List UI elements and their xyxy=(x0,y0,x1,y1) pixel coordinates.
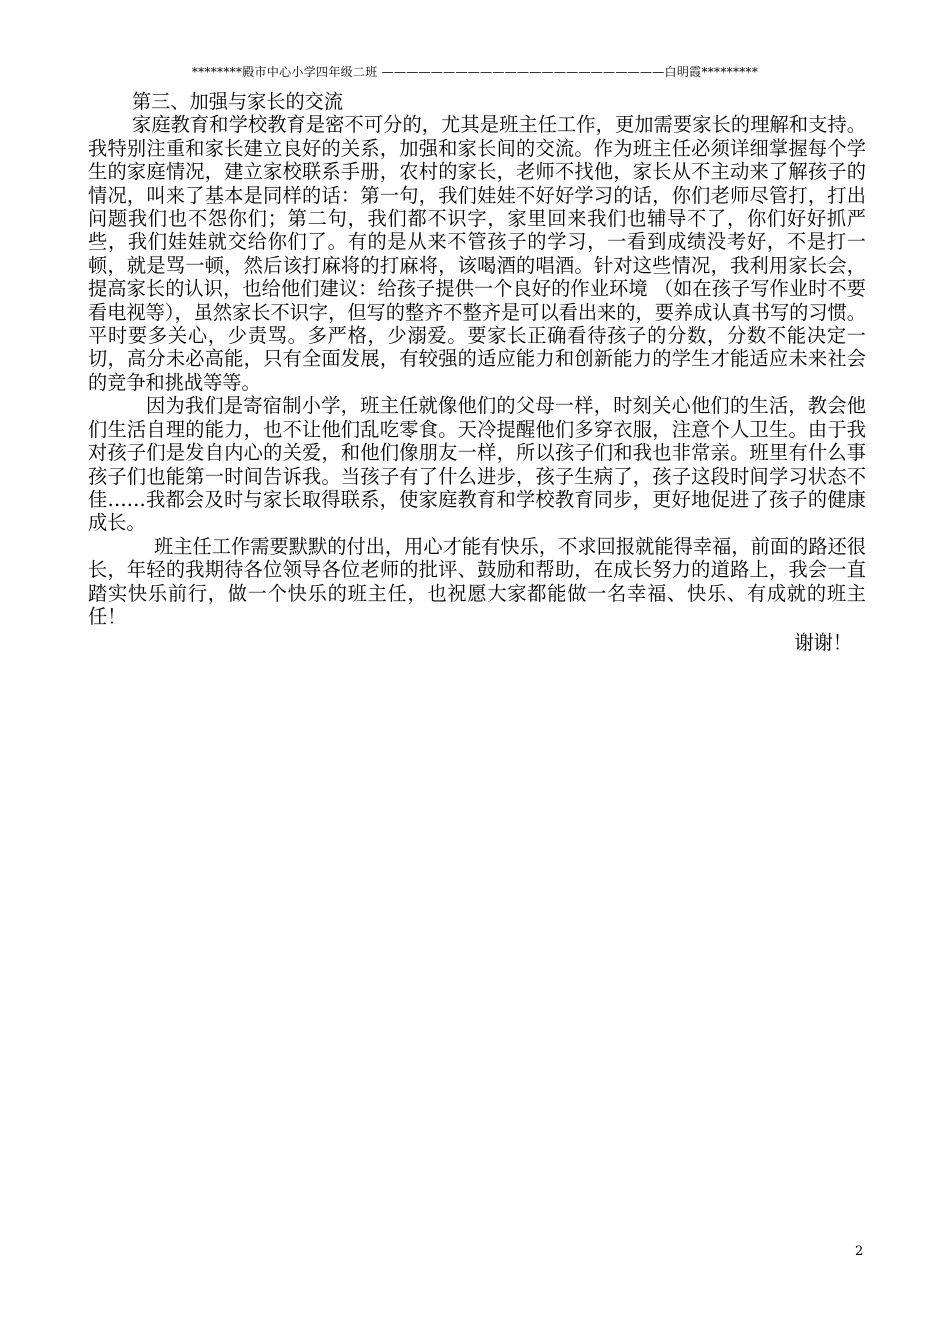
closing-thanks: 谢谢！ xyxy=(794,631,852,655)
body-paragraph: 班主任工作需要默默的付出，用心才能有快乐，不求回报就能得幸福，前面的路还很长，年轻的我期待各位领导各位老师的批评、鼓励和帮助，在成长努力的道路上，我会一直踏实快乐前行，做一个快乐的班主任，也祝愿大家都能做一名幸福、快乐、有成就的班主任！ xyxy=(88,534,866,628)
body-paragraph: 家庭教育和学校教育是密不可分的，尤其是班主任工作，更加需要家长的理解和支持。我特别注重和家长建立良好的关系，加强和家长间的交流。作为班主任必须详细掌握每个学生的家庭情况，建立家校联系手册，农村的家长，老师不找他，家长从不主动来了解孩子的情况，叫来了基本是同样的话：第一句，我们娃娃不好好学习的话，你们老师尽管打，打出问题我们也不怨你们；第二句，我们都不识字，家里回来我们也辅导不了，你们好好抓严些，我们娃娃就交给你们了。有的是从来不管孩子的学习，一看到成绩没考好，不是打一顿，就是骂一顿，然后该打麻将的打麻将，该喝酒的唱酒。针对这些情况，我利用家长会，提高家长的认识，也给他们建议：给孩子提供一个良好的作业环境 （如在孩子写作业时不要看电视等），虽然家长不识字，但写的整齐不整齐是可以看出来的，要养成认真书写的习惯。 平时要多关心，少责骂。多严格，少溺爱。要家长正确看待孩子的分数，分数不能决定一切，高分未必高能，只有全面发展，有较强的适应能力和创新能力的学生才能适应未来社会的竞争和挑战等等。 xyxy=(88,113,866,394)
page-number: 2 xyxy=(855,1244,864,1259)
document-body xyxy=(88,90,866,655)
body-paragraph: 因为我们是寄宿制小学，班主任就像他们的父母一样，时刻关心他们的生活，教会他们生活自理的能力，也不让他们乱吃零食。天冷提醒他们多穿衣服，注意个人卫生。由于我对孩子们是发自内心的关爱，和他们像朋友一样，所以孩子们和我也非常亲。班里有什么事孩子们也能第一时间告诉我。当孩子有了什么进步，孩子生病了，孩子这段时间学习状态不佳……我都会及时与家长取得联系，使家庭教育和学校教育同步，更好地促进了孩子的健康成长。 xyxy=(88,394,866,535)
page-header: ********殿市中心小学四年级二班 ———————————————————————白明霞********* xyxy=(191,65,759,79)
section-heading: 第三、加强与家长的交流 xyxy=(132,90,344,113)
